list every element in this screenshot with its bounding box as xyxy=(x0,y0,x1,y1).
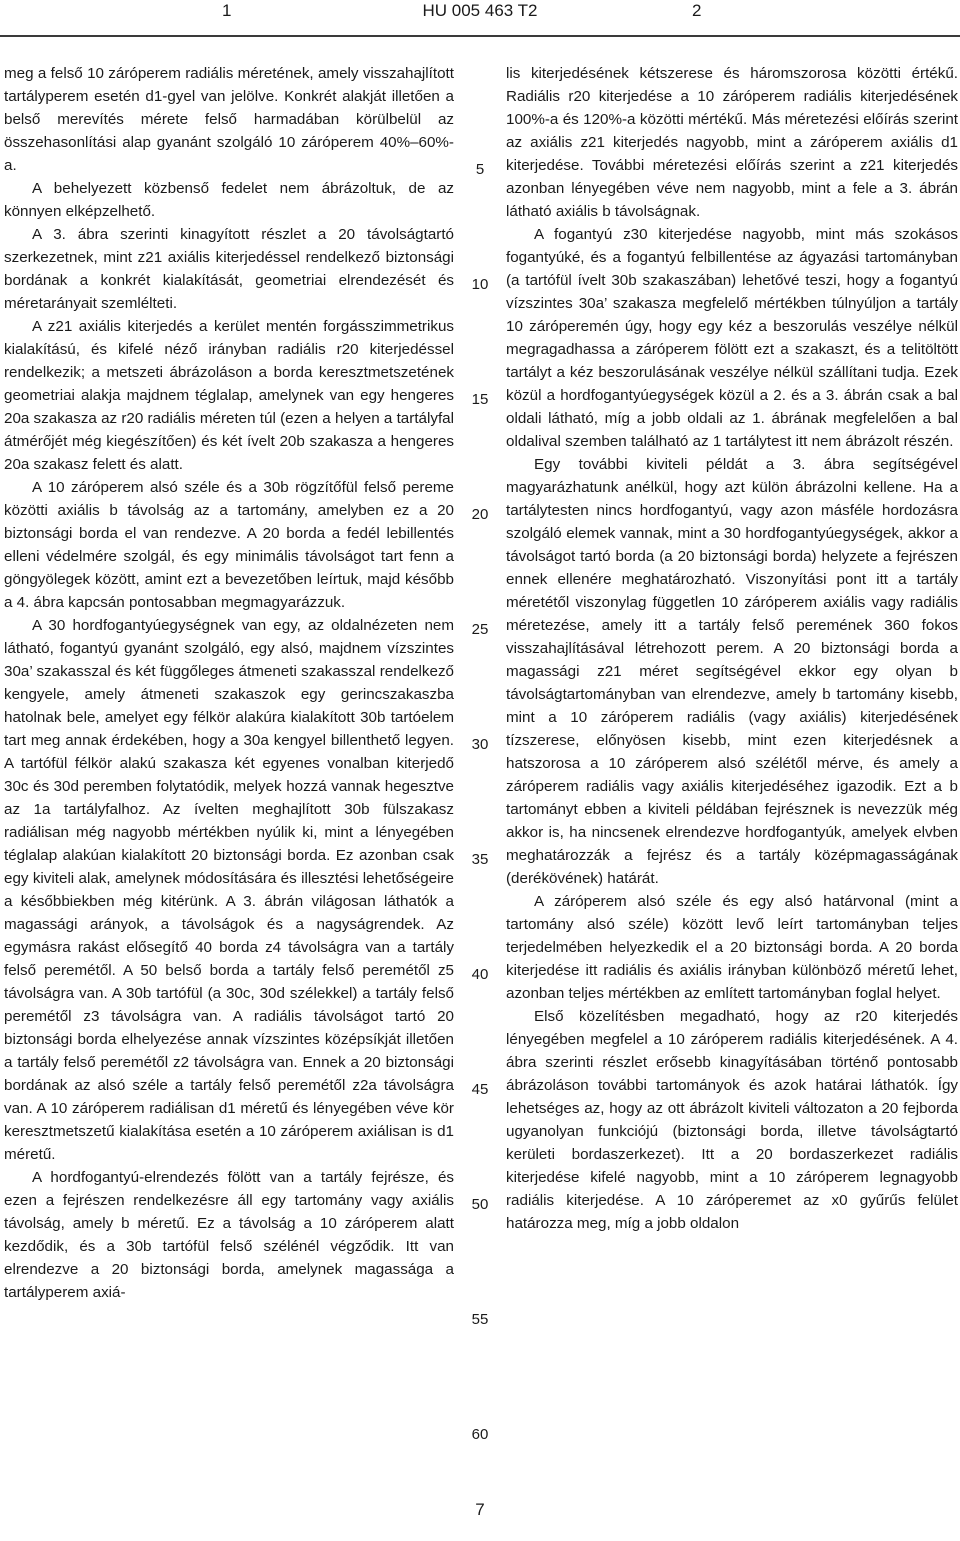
line-number: 30 xyxy=(471,736,489,753)
page-number: 7 xyxy=(475,1500,485,1519)
line-number: 15 xyxy=(471,391,489,408)
paragraph: A 3. ábra szerinti kinagyított részlet a 20 távolságtartó szerkezetnek, mint z21 axiális kiterjedéssel rendelkező biztonsági bordának a konkrét kialakítását, geometriai elrendezését és méretarányait szemlélteti. xyxy=(4,226,454,312)
line-number: 45 xyxy=(471,1081,489,1098)
line-number: 40 xyxy=(471,966,489,983)
paragraph: meg a felső 10 záróperem radiális méretének, amely visszahajlított tartályperem esetén d1-gyel van jelölve. Konkrét alakját illetően a belső merevítés mérete felső harmadában körülbelül az összehasonlítási alap gyanánt szolgáló 10 záróperem 40%–60%-a. xyxy=(4,65,454,174)
line-number: 25 xyxy=(471,621,489,638)
line-number: 60 xyxy=(471,1426,489,1443)
line-number: 55 xyxy=(471,1311,489,1328)
right-text-column xyxy=(506,62,958,1235)
left-text-column xyxy=(4,62,454,1304)
line-number: 50 xyxy=(471,1196,489,1213)
page-number-right: 2 xyxy=(692,1,702,20)
paragraph: lis kiterjedésének kétszerese és háromszorosa közötti értékű. Radiális r20 kiterjedése a 10 záróperem radiális kiterjedésének 100%-a és 120%-a közötti mértékű. Más méretezési előírás szerint az axiális z21 kiterjedés nagyobb, mint a záróperem axiális d1 kiterjedése. További méretezési előírás szerint a z21 kiterjedés azonban lényegében véve nem nagyobb, mint a fele a 3. ábrán látható axiális b távolságnak. xyxy=(506,65,958,220)
paragraph: A z21 axiális kiterjedés a kerület mentén forgásszimmetrikus kialakítású, és kifelé néző irányban radiális r20 kiterjedéssel rendelkezik; a metszeti ábrázoláson a borda keresztmetszetének geometriai alakja majdnem téglalap, amelynek van egy hengeres 20a szakasza az r20 radiális méreten túl (ezen a helyen a tartályfal átmérőjét még kiegészítően) és két ívelt 20b szakasza a hengeres 20a szakasz felett és alatt. xyxy=(4,318,454,473)
paragraph: A 30 hordfogantyúegységnek van egy, az oldalnézeten nem látható, fogantyú gyanánt szolgáló, egy alsó, majdnem vízszintes 30a’ szakasszal és két függőleges átmeneti szakasszal rendelkező kengyele, amely átmeneti szakaszok egy gerincszakaszba hatolnak bele, amelyet egy félkör alakúra kialakított 30b tartóelem tart meg annak érdekében, hogy a 30a kengyel billenthető legyen. A tartófül félkör alakú szakasza két egyenes vonalban kiterjedő 30c és 30d peremben folytatódik, melyek hozzá vannak hegesztve az 1a tartályfalhoz. Az ívelten meghajlított 30b fülszakasz radiálisan még nagyobb mértékben nyúlik ki, mint a lényegében téglalap alakúan kialakított 20 biztonsági borda. Ez azonban csak egy kiviteli alak, amelynek módosítására és illesztési lehetőségeire a későbbiekben még kitérünk. A 3. ábrán világosan láthatók a magassági arányok, a távolságok és a nagyságrendek. Az egymásra rakást elősegítő 40 borda z4 távolságra van a tartály felső peremétől. A 50 belső borda a tartály felső peremétől z5 távolságra van. A 30b tartófül (a 30c, 30d szélekkel) a tartály felső peremétől z3 távolságra van. A radiális távolságot tartó 20 biztonsági borda elhelyezése annak vízszintes középsíkját illetően a tartály felső peremétől z2 távolságra van. Ennek a 20 biztonsági bordának az alsó széle a tartály felső peremétől z2a távolságra van. A 10 záróperem radiálisan d1 méretű és lényegében véve kör keresztmetszetű kialakítása esetén a 10 záróperem axiálisan is d1 méretű. xyxy=(4,617,454,1163)
paragraph: Egy további kiviteli példát a 3. ábra segítségével magyarázhatunk anélkül, hogy azt külön ábrázolni kellene. Ha a tartálytesten nincs hordfogantyú, vagy azon másféle hordozásra szolgáló elemek vannak, mint a 30 hordfogantyúegységek, akkor a távolságot tartó borda (a 20 biztonsági borda) helyzete a fejrészen ennek ellenére meghatározható. Viszonyítási pont itt a tartály méretétől viszonylag független 10 záróperem axiális vagy radiális méretezése, amely itt a tartály felső peremének 360 fokos visszahajlításával létrehozott perem. A 20 biztonsági borda a magassági z21 méret segítségével ekkor egy olyan b távolságtartományban van elrendezve, amely b tartomány kisebb, mint a 10 záróperem radiális (vagy axiális) kiterjedésének tízszerese, előnyösen kisebb, mint ezen kiterjedésnek a hatszorosa a 10 záróperem alsó szélétől mérve, és amely a záróperem radiális vagy axiális kiterjedéséhez igazodik. Ezt a b tartományt ebben a kiviteli példában fejrésznek is nevezzük még akkor is, ha nincsenek elrendezve hordfogantyúk, amelyek elvben meghatározzák a fejrész és a tartály középmagasságának (derékövének) határát. xyxy=(506,456,958,887)
paragraph: Első közelítésben megadható, hogy az r20 kiterjedés lényegében megfelel a 10 záróperem radiális kiterjedésének. A 4. ábra szerinti részlet erősebb kinagyításában történő pontosabb ábrázoláson további tartományok és azok határai láthatók. Így lehetséges az, hogy az ott ábrázolt kiviteli változaton a 20 fejborda ugyanolyan funkciójú (biztonsági borda, illetve távolságtartó kerületi bordaszerkezet). Itt a 20 bordaszerkezet radiális kiterjedése kifelé nagyobb, mint a 10 záróperem legnagyobb radiális kiterjedése. A 10 záróperemet az x0 gyűrűs felület határozza meg, míg a jobb oldalon xyxy=(506,1008,958,1232)
patent-document-id: HU 005 463 T2 xyxy=(422,1,538,20)
line-number: 10 xyxy=(471,276,489,293)
line-number: 35 xyxy=(471,851,489,868)
header-rule xyxy=(0,35,960,37)
line-number: 5 xyxy=(475,161,485,178)
paragraph: A záróperem alsó széle és egy alsó határvonal (mint a tartomány alsó széle) között levő leírt tartományban teljes terjedelmében helyezkedik el a 20 biztonsági borda. A 20 borda kiterjedése itt radiális és axiális irányban különböző méretű lehet, azonban teljes mértékben az említett tartományban foglal helyet. xyxy=(506,893,958,1002)
paragraph: A hordfogantyú-elrendezés fölött van a tartály fejrésze, és ezen a fejrészen rendelkezésre áll egy tartomány vagy axiális távolság, amely b méretű. Ez a távolság a 10 záróperem alatt kezdődik, és a 30b tartófül felső szélénél végződik. Itt van elrendezve a 20 biztonsági borda, amelynek magassága a tartályperem axiá- xyxy=(4,1169,454,1301)
paragraph: A fogantyú z30 kiterjedése nagyobb, mint más szokásos fogantyúké, és a fogantyú felbillentése az ágyazási tartományban (a tartófül ívelt 30b szakaszában) lehetővé teszi, hogy a fogantyú vízszintes 30a’ szakasza megfelelő mértékben túlnyúljon a tartály 10 záróperemén úgy, hogy egy kéz a beszorulás veszélye nélkül megragadhassa a záróperem fölött ezt a szakaszt, és a telitöltött tartályt a kéz beszorulásának veszélye nélkül szállítani tudja. Ezek közül a hordfogantyúegységek közül a 2. és a 3. ábrán csak a bal oldali látható, míg a jobb oldali az 1. ábrának megfelelően a bal oldalival szemben található az 1 tartálytest itt nem ábrázolt részén. xyxy=(506,226,958,450)
page-number-left: 1 xyxy=(222,1,232,20)
paragraph: A 10 záróperem alsó széle és a 30b rögzítőfül felső pereme közötti axiális b távolság az a tartomány, amelyben ez a 20 biztonsági borda el van rendezve. A 20 borda a fedél lebillentés elleni védelmére szolgál, és egy minimális távolságot tart fenn a göngyölegek között, amint ezt a bevezetőben leírtuk, majd később a 4. ábra kapcsán pontosabban megmagyarázzuk. xyxy=(4,479,454,611)
paragraph: A behelyezett közbenső fedelet nem ábrázoltuk, de az könnyen elképzelhető. xyxy=(4,180,454,220)
line-number: 20 xyxy=(471,506,489,523)
